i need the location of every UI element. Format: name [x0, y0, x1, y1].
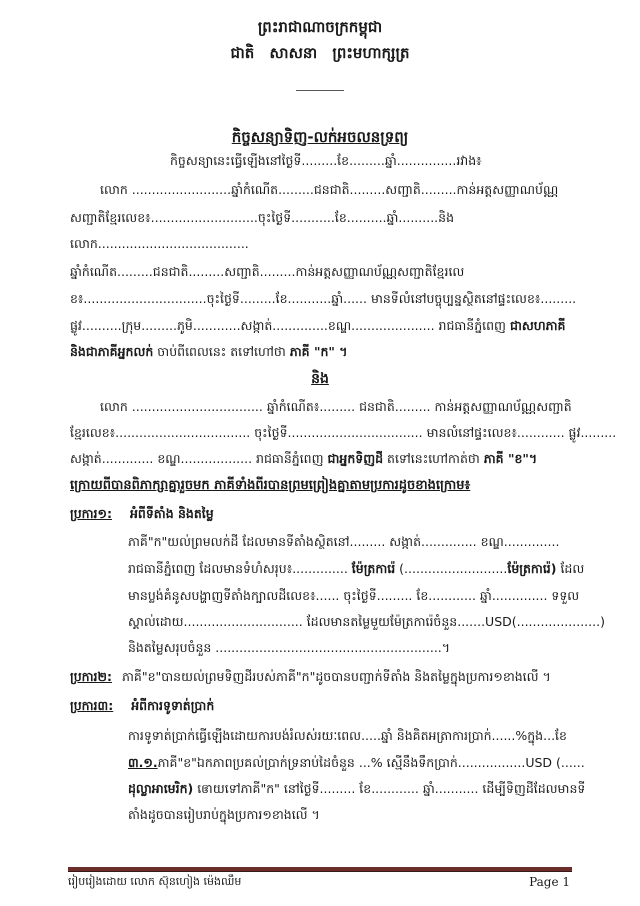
- article-1-area-text: រាជធានីភ្នំពេញ ដែលមានទំហំសរុប៖..............: [128, 561, 352, 576]
- party-a-role-seller: និងជាភាគីអ្នកលក់: [70, 344, 154, 359]
- footer-divider: [68, 867, 572, 872]
- party-b-address: សង្កាត់............. ខណ្ឌ.................. រាជធានីភ្នំពេញ: [70, 451, 328, 466]
- article-2: [70, 668, 551, 686]
- article-1-sqm: ម៉ែត្រការ៉េ: [351, 561, 396, 576]
- article-1-line-2: [128, 560, 584, 578]
- kingdom-header: ព្រះរាជាណាចក្រកម្ពុជា: [257, 18, 383, 36]
- article-1-header: [70, 505, 214, 523]
- party-a-role-text: ចាប់ពីពេលនេះ តទៅហៅថា: [153, 344, 290, 359]
- contract-title: កិច្ចសន្យាទិញ-លក់អចលនទ្រព្យ: [231, 128, 409, 146]
- party-a-line-2: សញ្ជាតិខ្មែរលេខ៖...........................ចុះថ្ងៃទី...........ខែ..........ឆ្នាំ..........និង: [70, 210, 455, 225]
- header-divider: [296, 90, 344, 91]
- article-3-line-3: [128, 780, 585, 798]
- page-number: Page 1: [529, 875, 570, 889]
- party-b-line-2: ខ្មែរលេខ៖.................................. ចុះថ្ងៃទី.................................. មានលំនៅផ្ទះលេខ៖............ ផ្លូវ.........: [70, 425, 617, 440]
- party-a-line-3: លោក......................................: [70, 236, 249, 251]
- article-1-heading: អំពីទីតាំង និងតម្លៃ: [129, 506, 214, 521]
- article-1-label: ប្រការ១:: [70, 506, 112, 521]
- article-1-line-5: និងតម្លៃសរុបចំនួន .........................................................។: [128, 640, 451, 655]
- article-3-line-1: ការទូទាត់ប្រាក់ធ្វើឡើងដោយការបង់រំលស់រយៈពេល.....ឆ្នាំ និងគិតអត្រាការប្រាក់......%ក្នុង...ខែ: [128, 728, 567, 743]
- and-label: និង: [311, 371, 329, 387]
- party-b-role: ជាអ្នកទិញដី: [327, 451, 384, 466]
- party-b-line-3: [70, 450, 537, 468]
- article-1-line-3: មានប្លង់គំនូសបង្ហាញទីតាំងក្បាលដីលេខ៖...... ចុះថ្ងៃទី......... ខែ............ ឆ្នាំ.............. ទទួល: [128, 588, 580, 603]
- article-2-text: ភាគី"ខ"បានយល់ព្រមទិញដីរបស់ភាគី"ក"ដូចបានបញ្ជាក់ទីតាំង និងតម្លៃក្នុងប្រការ១ខាងលើ ។: [121, 669, 551, 684]
- article-3-label: ប្រការ៣:: [70, 698, 114, 713]
- party-b-line-1: លោក ................................. ឆ្នាំកំណើត៖......... ជនជាតិ......... កាន់អត្តសញ្ញាណប័ណ្ណសញ្ជាតិ: [100, 399, 572, 414]
- party-b-label: ភាគី "ខ"។: [483, 451, 538, 466]
- article-3-currency: ដុល្លាអាមេរិក): [128, 781, 194, 796]
- article-1-sqm-paren: (..........................: [395, 561, 508, 576]
- article-3-header: [70, 697, 214, 715]
- party-a-label: ភាគី "ក" ។: [289, 344, 348, 359]
- article-3-payment-text: ឲោយទៅភាគី"ក" នៅថ្ងៃទី......... ខែ............ ឆ្នាំ........... ដើម្បីទិញដីដែលមានទី: [193, 781, 586, 796]
- article-3-line-2: [128, 754, 585, 772]
- party-a-line-1: លោក .........................ឆ្នាំកំណើត.........ជនជាតិ.........សញ្ជាតិ.........កាន់អត្តសញ្ញាណប័ណ្ណ: [100, 182, 559, 197]
- article-3-line-4: តាំងដូចបានរៀបរាប់ក្នុងប្រការ១ខាងលើ ។: [128, 807, 320, 822]
- party-a-line-6: [70, 317, 566, 335]
- article-1-sqm-2: ម៉ែត្រការ៉េ): [507, 561, 557, 576]
- party-a-address: ផ្លូវ..........ក្រុម.........ភូមិ............សង្កាត់..............ខណ្ឌ..................... រាជធានីភ្នំពេញ: [70, 318, 506, 333]
- party-a-line-5: ខ៖...............................ចុះថ្ងៃទី.........ខែ...........ឆ្នាំ...... មានទីលំនៅបច្ចុប្បន្នស្ថិតនៅផ្ទះលេខ៖.........: [70, 291, 577, 306]
- party-a-line-7: [70, 343, 348, 361]
- article-1-line-1: ភាគី"ក"យល់ព្រមលក់ដី ដែលមានទីតាំងស្ថិតនៅ......... សង្កាត់.............. ខណ្ឌ..............: [128, 534, 560, 549]
- article-3-deposit-text: ភាគី"ខ"ឯកភាពប្រគល់ប្រាក់ទ្រនាប់ដៃចំនួន ...% ស្មើនឹងទឹកប្រាក់.................USD (......: [157, 755, 585, 770]
- party-a-line-4: ឆ្នាំកំណើត.........ជនជាតិ.........សញ្ជាតិ.........កាន់អត្តសញ្ញាណប័ណ្ណសញ្ជាតិខ្មែរលេ: [70, 264, 465, 279]
- intro-line: កិច្ចសន្យានេះធ្វើឡើងនៅថ្ងៃទី.........ខែ.........ឆ្នាំ...............រវាង៖: [170, 153, 482, 168]
- article-2-label: ប្រការ២:: [70, 669, 112, 684]
- party-b-role-text: តទៅនេះហៅកាត់ថា: [383, 451, 484, 466]
- article-3-sub-label: ៣.១.: [128, 755, 158, 770]
- agreement-heading: ក្រោយពីបានពិភាក្សាគ្នារួចមក ភាគីទាំងពីរបានព្រមព្រៀងគ្នាតាមប្រការដូចខាងក្រោម៖: [70, 478, 471, 493]
- article-3-heading: អំពីការទូទាត់ប្រាក់: [131, 698, 215, 713]
- footer-author: រៀបរៀងដោយ លោក ស៊ុនហៀង ម៉េងឈឹម: [68, 875, 242, 888]
- article-1-line-4: ស្គាល់ដោយ.............................. ដែលមានតម្លៃមួយម៉ែត្រការ៉េចំនួន.......USD(.....................): [128, 614, 605, 629]
- article-1-sqm-tail: ដែល: [556, 561, 585, 576]
- party-a-role: ជាសហភាគី: [509, 318, 566, 333]
- motto-header: ជាតិ សាសនា ព្រះមហាក្សត្រ: [230, 44, 410, 62]
